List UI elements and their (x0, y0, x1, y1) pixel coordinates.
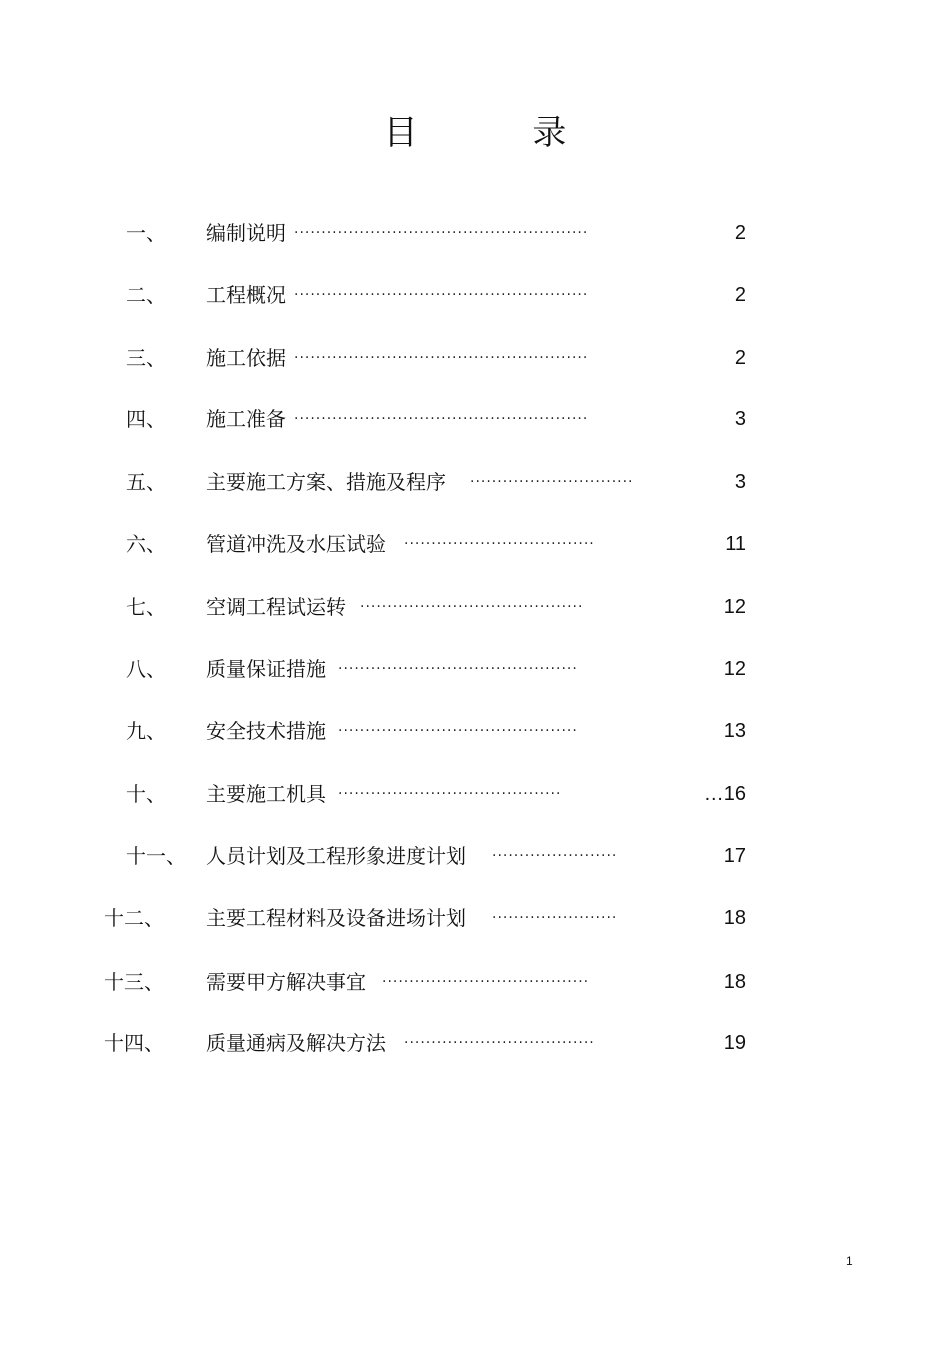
toc-entry[interactable] (0, 1028, 950, 1058)
toc-entry-title: 空调工程试运转 (206, 595, 346, 619)
toc-entry-page: 18 (723, 971, 746, 993)
toc-entry-number: 六、 (126, 532, 166, 556)
toc-entry-title: 需要甲方解决事宜 (206, 970, 366, 994)
toc-leader-dots: ········································· (360, 599, 584, 615)
toc-entry-page: 18 (723, 907, 746, 929)
toc-entry-number: 二、 (126, 283, 166, 307)
toc-entry[interactable] (0, 218, 950, 248)
toc-entry[interactable] (0, 654, 950, 684)
toc-entry-number: 七、 (126, 595, 166, 619)
toc-entry-number: 十、 (126, 782, 166, 806)
toc-entry-title: 主要施工方案、措施及程序 (206, 470, 446, 494)
toc-entry-page: 12 (723, 596, 746, 618)
toc-entry-page: 2 (734, 347, 746, 369)
toc-entry-page: 2 (734, 222, 746, 244)
toc-entry-number: 五、 (126, 470, 166, 494)
toc-entry-page: 19 (723, 1032, 746, 1054)
toc-entry[interactable] (0, 529, 950, 559)
toc-leader-dots: ··································· (404, 536, 595, 552)
toc-entry-title: 工程概况 (206, 283, 286, 307)
toc-entry-number: 十一、 (126, 844, 186, 868)
toc-entry[interactable] (0, 903, 950, 933)
toc-entry[interactable] (0, 280, 950, 310)
toc-entry-number: 八、 (126, 657, 166, 681)
toc-entry-title: 人员计划及工程形象进度计划 (206, 844, 466, 868)
toc-entry-title: 主要施工机具 (206, 782, 326, 806)
toc-entry-title: 管道冲洗及水压试验 (206, 532, 386, 556)
toc-leader-dots: ··································· (404, 1035, 595, 1051)
toc-entry-title: 主要工程材料及设备进场计划 (206, 906, 466, 930)
toc-entry-title: 编制说明 (206, 221, 286, 245)
toc-entry-number: 一、 (126, 221, 166, 245)
toc-entry-title: 质量通病及解决方法 (206, 1031, 386, 1055)
page-number: 1 (846, 1254, 853, 1268)
toc-entry-number: 十三、 (104, 970, 164, 994)
toc-leader-dots: ············································ (338, 661, 578, 677)
toc-leader-dots: ········································· (338, 786, 562, 802)
toc-entry-page: …16 (703, 783, 746, 805)
toc-entry-title: 安全技术措施 (206, 719, 326, 743)
toc-entry[interactable] (0, 967, 950, 997)
toc-entry-number: 十二、 (104, 906, 164, 930)
toc-entry-page: 3 (734, 471, 746, 493)
toc-entry-number: 十四、 (104, 1031, 164, 1055)
toc-leader-dots: ······················································ (294, 350, 589, 366)
toc-leader-dots: ······························ (470, 474, 634, 490)
toc-entry[interactable] (0, 404, 950, 434)
toc-entry-number: 三、 (126, 346, 166, 370)
toc-entry-title: 施工准备 (206, 407, 286, 431)
toc-leader-dots: ······················· (492, 910, 618, 926)
toc-entry-number: 九、 (126, 719, 166, 743)
toc-entry-page: 17 (723, 845, 746, 867)
toc-entry[interactable] (0, 716, 950, 746)
toc-entry[interactable] (0, 592, 950, 622)
toc-entry[interactable] (0, 841, 950, 871)
toc-entry-title: 质量保证措施 (206, 657, 326, 681)
toc-entry-page: 2 (734, 284, 746, 306)
toc-leader-dots: ······································ (382, 974, 590, 990)
toc-entry[interactable] (0, 779, 950, 809)
page-title: 目 录 (383, 113, 619, 153)
toc-entry-number: 四、 (126, 407, 166, 431)
toc-leader-dots: ············································ (338, 723, 578, 739)
toc-leader-dots: ······················································ (294, 287, 589, 303)
toc-leader-dots: ······················· (492, 848, 618, 864)
toc-entry-title: 施工依据 (206, 346, 286, 370)
toc-entry-page: 3 (734, 408, 746, 430)
toc-entry-page: 13 (723, 720, 746, 742)
toc-leader-dots: ······················································ (294, 411, 589, 427)
toc-leader-dots: ······················································ (294, 225, 589, 241)
toc-entry[interactable] (0, 467, 950, 497)
toc-entry-page: 11 (725, 533, 746, 555)
toc-entry[interactable] (0, 343, 950, 373)
toc-entry-page: 12 (723, 658, 746, 680)
